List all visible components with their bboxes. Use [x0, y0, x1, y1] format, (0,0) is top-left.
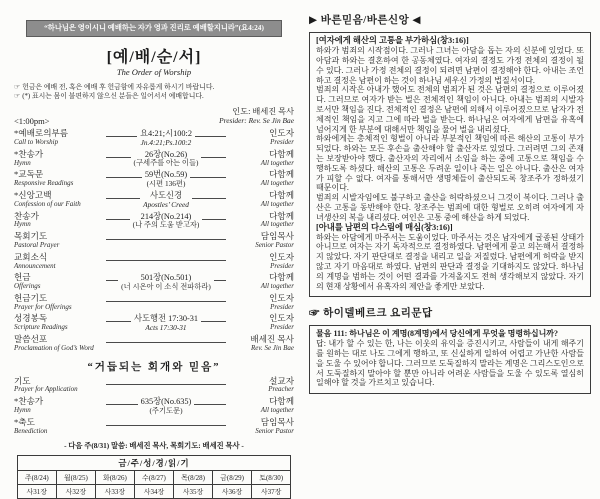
item-role-korean: 다함께: [269, 210, 294, 221]
teaching-section-heading: [여자에게 해산의 고통을 부가하심(창3:16)]: [316, 36, 469, 45]
item-middle: [106, 294, 226, 312]
catechism-header-label: 하이델베르크 요리문답: [323, 308, 433, 320]
reading-chapter-cell: 사33장: [95, 485, 134, 499]
leader-line: [194, 404, 226, 415]
item-content-line2: (주기도문): [149, 405, 183, 415]
item-role-english: Presider: [270, 138, 294, 147]
reading-chapter-cell: 사34장: [134, 485, 173, 499]
reading-day-cell: 월(8/25): [56, 471, 95, 485]
item-role-korean: 인도자: [269, 251, 294, 262]
item-label-english: Hymn: [14, 158, 31, 167]
worship-item-row: [14, 232, 294, 250]
item-content-line2: Apostles’ Creed: [143, 199, 189, 209]
leader-line: [106, 157, 131, 168]
reading-day-cell: 화(8/26): [95, 471, 134, 485]
reading-chapter-cell: 사35장: [173, 485, 212, 499]
item-label-english: Prayer for Offerings: [14, 302, 72, 311]
item-middle: [106, 418, 226, 436]
right-column-header: [309, 12, 591, 27]
bulletin-note: [14, 92, 294, 101]
teaching-paragraph: 하와에게는 총체적인 형벌이 아니라 부분적인 책임에 따른 해산의 고통이 부가되었다. 하와는 모든 후손을 출산해야 할 출산자로 있었다. 그러려면 그의 존재는 보장받아야 했다. 출산자의 자리에서 소임을 하는 중에 고통으로 책임을 수행하도록 하셨다. 해산의 고통은 두려운 일이나 죽는 일은 아니다. 출산은 여자가 피할 수 없다. 여자를 통해서만 생명체들이 출산되도록 창조주가 정하셨기 때문이다.: [316, 134, 584, 193]
page-title: [예/배/순/서]: [106, 49, 202, 66]
item-label-korean: 목회기도: [14, 231, 48, 242]
worship-item-row: [14, 253, 294, 271]
item-label: [14, 273, 106, 291]
triangle-right-icon: ▶: [309, 15, 318, 26]
pointing-hand-icon: ☞: [309, 308, 320, 320]
item-label-english: Prayer for Application: [14, 385, 78, 394]
worship-item-row: [14, 170, 294, 188]
item-role-english: All together: [260, 199, 294, 208]
item-content-line2: (구세주를 아는 이들): [133, 158, 199, 168]
item-label-korean: 헌금기도: [14, 292, 48, 303]
item-label-english: Scripture Readings: [14, 323, 68, 332]
sermon-title: “거듭되는 회개와 믿음”: [87, 361, 221, 373]
item-role-english: All together: [260, 179, 294, 188]
worship-item-row: [14, 129, 294, 147]
item-content-line1: 59번(No.59): [144, 170, 188, 180]
item-middle: [106, 273, 226, 291]
order-of-worship-column: [14, 20, 294, 499]
leader-line: [166, 260, 226, 271]
worship-item-row: [14, 377, 294, 395]
worship-item-row: [14, 397, 294, 415]
presider-block: [219, 107, 294, 127]
leader-line: [195, 136, 226, 147]
leader-line: [202, 219, 226, 230]
reading-table-title: 금/주/성/경/읽/기: [17, 456, 290, 471]
item-role-korean: 다함께: [269, 190, 294, 201]
leader-line: [106, 177, 142, 188]
leader-line: [106, 301, 166, 312]
worship-item-row: [14, 273, 294, 291]
item-label-english: Call to Worship: [14, 138, 59, 147]
bulletin-note: [14, 83, 294, 92]
item-middle: [106, 335, 226, 353]
item-content-line1: 요4:21;시100:2: [140, 129, 192, 139]
note-text: (*) 표시는 몸이 불편하지 않으신 분들은 일어서서 예배합니다.: [22, 93, 204, 101]
item-label-korean: 말씀선포: [14, 333, 48, 344]
catechism-box: [309, 325, 591, 394]
item-middle: [106, 170, 226, 188]
teaching-paragraph: 범죄의 시작은 아내가 했어도 전체의 범죄가 된 것은 남편의 결정으로 이루어졌다. 그러므로 여자가 받는 벌은 전체적인 책임이 아니다. 아내는 범죄의 시발자로서만 책임을 진다. 전체적인 결정은 남편에 의해서 이루어졌으므로 남자가 전체적인 책임을 지고 그에 따라 벌을 받는다. 하나님은 여자에게 남편을 유혹에 넘어지게 한 부분에 대해서만 책임을 물어 벌을 내리셨다.: [316, 85, 584, 134]
item-content: [130, 212, 203, 230]
item-label-korean: 교회소식: [14, 251, 48, 262]
item-content: [118, 273, 214, 291]
item-role: [226, 129, 294, 147]
item-middle: [106, 232, 226, 250]
item-role: [226, 314, 294, 332]
leader-line: [106, 321, 131, 332]
item-content-line2: (나 주의 도움 받고자): [132, 220, 200, 230]
item-label-english: Pastoral Prayer: [14, 241, 60, 250]
leader-line: [166, 384, 226, 395]
leader-line: [106, 342, 166, 353]
service-time: <1:00pm>: [14, 116, 50, 127]
item-role: [226, 150, 294, 168]
worship-item-row: [14, 294, 294, 312]
item-label-english: Responsive Readings: [14, 179, 74, 188]
item-role-english: Presider: [270, 302, 294, 311]
teaching-paragraph: 범죄의 시발자임에도 불구하고 출산을 허락하셨으니 그것이 복이다. 그러나 출산은 고통을 동반해야 한다. 창조주는 범죄에 대한 형벌로 오히려 여자에게 자녀생산의 복을 내리셨다. 여인은 고통 중에 해산을 하게 되었다.: [316, 193, 584, 222]
presider-korean: 인도: 배세진 목사: [232, 106, 294, 116]
item-label: [14, 191, 106, 209]
leader-line: [106, 404, 138, 415]
item-role-korean: 인도자: [269, 313, 294, 324]
item-label-english: Proclamation of God’s Word: [14, 343, 94, 352]
worship-item-row: [14, 212, 294, 230]
item-label: [14, 253, 106, 271]
item-label: [14, 129, 106, 147]
item-label-english: Benediction: [14, 426, 48, 435]
item-role-korean: 담임목사: [260, 231, 294, 242]
item-role-korean: 다함께: [269, 272, 294, 283]
worship-item-row: [14, 150, 294, 168]
item-role: [226, 397, 294, 415]
reading-table-chapters-row: [17, 485, 290, 499]
leader-line: [166, 301, 226, 312]
leader-line: [201, 157, 226, 168]
item-role: [226, 294, 294, 312]
item-label: [14, 294, 106, 312]
item-role-english: Rev. Se Jin Bae: [250, 343, 294, 352]
item-middle: [106, 253, 226, 271]
item-role-english: Senior Pastor: [255, 426, 294, 435]
item-label: [14, 377, 106, 395]
item-middle: [106, 377, 226, 395]
item-middle: [106, 191, 226, 209]
reading-chapter-cell: 사37장: [252, 485, 291, 499]
reading-chapter-cell: 사36장: [213, 485, 252, 499]
item-role: [226, 273, 294, 291]
item-role: [226, 232, 294, 250]
reading-day-cell: 목(8/28): [173, 471, 212, 485]
page-subtitle: The Order of Worship: [116, 67, 192, 77]
item-content-line2: (너 시온아 이 소식 전파하라): [121, 281, 211, 291]
item-role-english: All together: [260, 158, 294, 167]
scripture-banner: “하나님은 영이시니 예배하는 자가 영과 진리로 예배할지니라”(요4:24): [26, 20, 282, 37]
item-label-korean: *예배로의부름: [14, 128, 69, 139]
item-content: [131, 150, 202, 168]
item-content-line2: Acts 17:30-31: [145, 322, 187, 332]
leader-line: [106, 425, 166, 436]
leader-line: [106, 384, 166, 395]
item-role-english: All together: [260, 220, 294, 229]
item-label-english: Confession of our Faith: [14, 199, 81, 208]
item-role: [226, 212, 294, 230]
item-role-korean: 인도자: [269, 128, 294, 139]
item-content-line1: 26장(No.26): [144, 149, 188, 159]
leader-line: [106, 280, 118, 291]
leader-line: [106, 219, 130, 230]
item-label: [14, 232, 106, 250]
item-role-korean: 담임목사: [260, 416, 294, 427]
pointing-hand-icon: ☞: [14, 84, 21, 91]
item-role-korean: 설교자: [269, 375, 294, 386]
item-label-korean: *축도: [14, 416, 35, 427]
item-role: [226, 335, 294, 353]
worship-rows-after-sermon: [14, 377, 294, 436]
reading-table-days-row: [17, 471, 290, 485]
item-content: [140, 191, 192, 209]
reading-chapter-cell: 사31장: [17, 485, 56, 499]
item-middle: [106, 397, 226, 415]
item-role-english: All together: [260, 282, 294, 291]
teaching-paragraph: 하와는 아담에게 마주서는 도움이었다. 마주서는 것은 남자에게 굴종된 상태가 아니므로 여자는 자기 독자적으로 결정하였다. 남편에게 묻고 의논해서 결정하지 않았다. 자기 판단대로 결정을 내리고 일을 저질렀다. 남편에게 허락을 받지 않고 자기 마음대로 하였다. 남편의 판단과 결정을 기대하지도 않았다. 하나님의 계명을 범하는 것이 어떤 결과를 가져올지도 전혀 생각해보지 않았다. 자기의 현재 상황에서 유혹자의 제안을 좋게만 보았다.: [316, 232, 584, 291]
item-content: [131, 314, 201, 332]
item-content-line1: 사도행전 17:30-31: [133, 314, 199, 324]
item-role-english: Presider: [270, 261, 294, 270]
item-label-korean: *교독문: [14, 169, 44, 180]
item-middle: [106, 129, 226, 147]
item-role: [226, 377, 294, 395]
leader-line: [106, 136, 137, 147]
item-role-korean: 다함께: [269, 148, 294, 159]
item-content-line1: 214장(No.214): [140, 211, 192, 221]
worship-item-row: [14, 335, 294, 353]
leader-line: [106, 198, 140, 209]
leader-line: [166, 342, 226, 353]
item-role: [226, 418, 294, 436]
item-label-korean: *찬송가: [14, 148, 44, 159]
presider-english: Presider: Rev. Se Jin Bae: [219, 116, 294, 126]
reading-day-cell: 주(8/24): [17, 471, 56, 485]
item-role: [226, 170, 294, 188]
leader-line: [214, 280, 226, 291]
worship-item-row: [14, 418, 294, 436]
teaching-section-heading: [아내를 남편의 다스림에 매심(창3:16)]: [316, 222, 453, 232]
teaching-paragraph: 하와가 범죄의 시작점이다. 그러나 그녀는 아담을 돕는 자의 신분에 있었다. 또 아담과 하와는 결혼하여 한 공동체였다. 여자의 결정도 가정 전체의 결정이 될 수 있다. 그러나 가정 전체의 결정이 되려면 남편이 결정해야 한다. 아내는 조언하고 결정은 남편이 하는 것이 하나님 세우신 가정의 법질서이다.: [316, 46, 584, 85]
worship-item-row: [14, 191, 294, 209]
leader-line: [190, 177, 226, 188]
item-label-korean: 성경봉독: [14, 313, 48, 324]
item-label: [14, 314, 106, 332]
catechism-header: [309, 305, 591, 320]
item-label-english: Hymn: [14, 405, 31, 414]
next-week-notice: - 다음 주(8/31) 말씀: 배세진 목사, 목회기도: 배세진 목사 -: [64, 441, 244, 451]
pointing-hand-icon: ☞: [14, 93, 21, 101]
item-label-korean: *신앙고백: [14, 190, 52, 201]
teaching-text-box: [309, 32, 591, 297]
item-label-english: Announcement: [14, 261, 56, 270]
reading-day-cell: 토(8/30): [252, 471, 291, 485]
item-role: [226, 253, 294, 271]
item-label: [14, 150, 106, 168]
worship-item-row: [14, 314, 294, 332]
leader-line: [106, 239, 166, 250]
item-role-english: All together: [260, 405, 294, 414]
item-label-english: Hymn: [14, 220, 31, 229]
service-time-row: [14, 107, 294, 127]
item-role: [226, 191, 294, 209]
item-label-korean: 기도: [14, 375, 31, 386]
leader-line: [166, 425, 226, 436]
item-content: [137, 129, 195, 147]
item-middle: [106, 314, 226, 332]
item-label: [14, 170, 106, 188]
weekly-bible-reading-table: [17, 455, 291, 499]
item-content-line1: 635장(No.635): [140, 397, 192, 407]
item-middle: [106, 150, 226, 168]
teaching-column: [309, 12, 591, 394]
item-role-english: Preacher: [268, 385, 294, 394]
item-role-english: Presider: [270, 323, 294, 332]
leader-line: [166, 239, 226, 250]
item-content-line1: 501장(No.501): [140, 273, 192, 283]
item-content-line1: 사도신경: [149, 191, 183, 201]
item-content: [138, 397, 195, 415]
bulletin-notes: [14, 83, 294, 102]
item-middle: [106, 212, 226, 230]
triangle-left-icon: ◀: [412, 15, 421, 26]
catechism-question: 물음 111: 하나님은 이 계명(8계명)에서 당신에게 무엇을 명령하십니까?: [316, 329, 559, 339]
item-role-korean: 배세진 목사: [250, 333, 294, 344]
item-label-korean: *찬송가: [14, 396, 44, 407]
item-content-line2: (시편 136편): [146, 179, 186, 188]
reading-day-cell: 금(8/29): [213, 471, 252, 485]
reading-chapter-cell: 사32장: [56, 485, 95, 499]
right-column-header-label: 바른믿음/바른신앙: [320, 15, 410, 26]
leader-line: [192, 198, 226, 209]
item-label: [14, 335, 106, 353]
item-role-english: Senior Pastor: [255, 241, 294, 250]
leader-line: [106, 260, 166, 271]
item-content-line2: Jn.4:21;Ps.100:2: [140, 137, 192, 147]
item-label: [14, 397, 106, 415]
item-label-english: Offerings: [14, 282, 41, 291]
item-label: [14, 418, 106, 436]
leader-line: [201, 321, 226, 332]
catechism-answer: 답: 내가 할 수 있는 한, 나는 이웃의 유익을 증진시키고, 사람들이 내게 해주기를 원하는 대로 나도 그에게 행하고, 또 신실하게 일하여 어렵고 가난한 사람들을 도울 수 있어야 합니다. 그러므로 도둑질하지 말라는 계명은 그리스도인으로서 도둑질하지 말아야 할 뿐만 아니라 어려운 사람들을 도울 수 있도록 열심히 일해야 할 것을 가르치고 있습니다.: [316, 339, 584, 388]
worship-rows-before-sermon: [14, 129, 294, 352]
item-role-korean: 인도자: [269, 292, 294, 303]
reading-day-cell: 수(8/27): [134, 471, 173, 485]
item-role-korean: 다함께: [269, 396, 294, 407]
item-label-korean: 찬송가: [14, 210, 39, 221]
note-text: 헌금은 예배 전, 혹은 예배 후 헌금함에 자유롭게 하시기 바랍니다.: [22, 84, 215, 91]
item-content: [142, 170, 190, 188]
item-label-korean: 헌금: [14, 272, 31, 283]
item-label: [14, 212, 106, 230]
item-role-korean: 다함께: [269, 169, 294, 180]
